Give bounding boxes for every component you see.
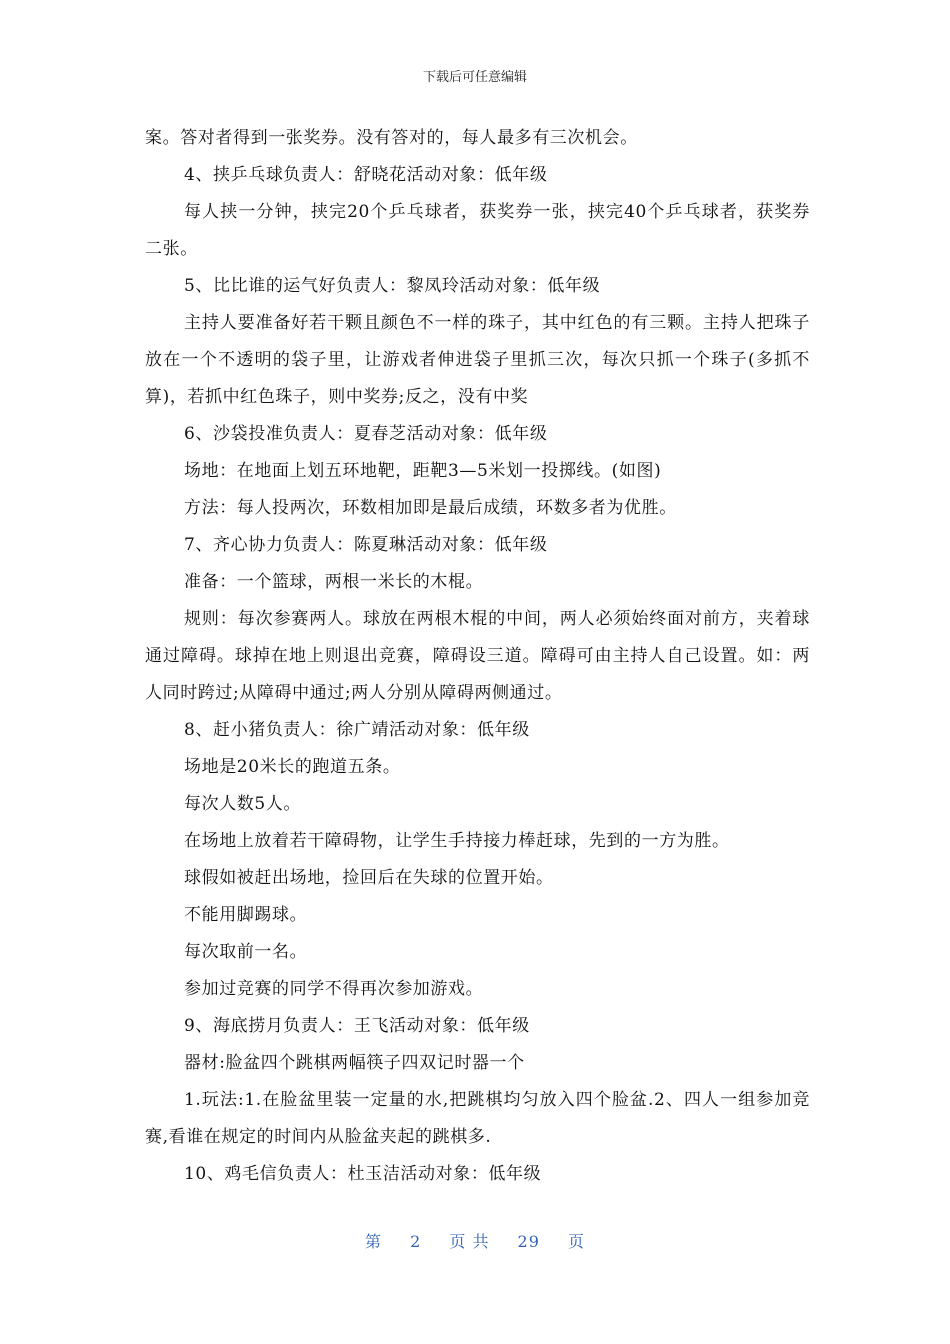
paragraph: 9、海底捞月负责人：王飞活动对象：低年级 bbox=[184, 1016, 530, 1036]
paragraph: 5、比比谁的运气好负责人：黎凤玲活动对象：低年级 bbox=[184, 276, 601, 296]
paragraph: 1.玩法:1.在脸盆里装一定量的水,把跳棋均匀放入四个脸盆.2、四人一组参加竞赛,看谁在规定的时间内从脸盆夹起的跳棋多. bbox=[145, 1090, 810, 1147]
paragraph: 场地：在地面上划五环地靶，距靶3—5米划一投掷线。(如图) bbox=[184, 461, 662, 481]
paragraph: 10、鸡毛信负责人：杜玉洁活动对象：低年级 bbox=[184, 1164, 542, 1184]
footer-ye-gong: 页 共 bbox=[449, 1232, 490, 1251]
paragraph: 主持人要准备好若干颗且颜色不一样的珠子，其中红色的有三颗。主持人把珠子放在一个不透明的袋子里，让游戏者伸进袋子里抓三次，每次只抓一个珠子(多抓不算)，若抓中红色珠子，则中奖券;反之，没有中奖 bbox=[145, 313, 810, 407]
footer-page-number: 2 bbox=[410, 1232, 422, 1251]
paragraph: 在场地上放着若干障碍物，让学生手持接力棒赶球，先到的一方为胜。 bbox=[184, 831, 730, 851]
footer-ye: 页 bbox=[568, 1232, 586, 1251]
paragraph: 6、沙袋投准负责人：夏春芝活动对象：低年级 bbox=[184, 424, 548, 444]
paragraph: 4、挟乒乓球负责人：舒晓花活动对象：低年级 bbox=[184, 165, 548, 185]
paragraph: 球假如被赶出场地，捡回后在失球的位置开始。 bbox=[184, 868, 554, 888]
paragraph: 每人挟一分钟，挟完20个乒乓球者，获奖券一张，挟完40个乒乓球者，获奖券二张。 bbox=[145, 202, 810, 259]
paragraph: 准备：一个篮球，两根一米长的木棍。 bbox=[184, 572, 484, 592]
paragraph: 方法：每人投两次，环数相加即是最后成绩，环数多者为优胜。 bbox=[184, 498, 677, 518]
paragraph: 每次人数5人。 bbox=[184, 794, 302, 814]
page-header: 下载后可任意编辑 bbox=[422, 70, 527, 85]
document-body bbox=[145, 120, 810, 1193]
footer-di: 第 bbox=[364, 1232, 382, 1251]
footer-total-pages: 29 bbox=[517, 1232, 540, 1251]
page-footer bbox=[0, 1229, 950, 1252]
paragraph: 器材:脸盆四个跳棋两幅筷子四双记时器一个 bbox=[184, 1053, 525, 1073]
paragraph: 案。答对者得到一张奖券。没有答对的，每人最多有三次机会。 bbox=[145, 128, 638, 148]
paragraph: 7、齐心协力负责人：陈夏琳活动对象：低年级 bbox=[184, 535, 548, 555]
paragraph: 不能用脚踢球。 bbox=[184, 905, 308, 925]
paragraph: 每次取前一名。 bbox=[184, 942, 308, 962]
paragraph: 参加过竞赛的同学不得再次参加游戏。 bbox=[184, 979, 484, 999]
paragraph: 8、赶小猪负责人：徐广靖活动对象：低年级 bbox=[184, 720, 530, 740]
paragraph: 场地是20米长的跑道五条。 bbox=[184, 757, 401, 777]
paragraph: 规则：每次参赛两人。球放在两根木棍的中间，两人必须始终面对前方，夹着球通过障碍。球掉在地上则退出竞赛，障碍设三道。障碍可由主持人自己设置。如：两人同时跨过;从障碍中通过;两人分别从障碍两侧通过。 bbox=[145, 609, 810, 703]
